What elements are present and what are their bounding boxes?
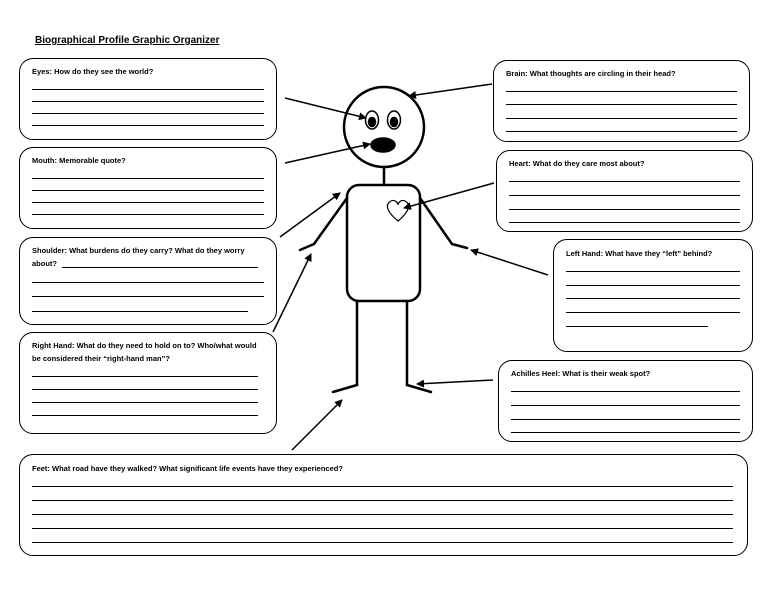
right-foot (407, 385, 431, 392)
feet-prompt: Feet: What road have they walked? What significant life events have they experienced? (32, 464, 343, 473)
mouth (371, 138, 395, 152)
feet-arrow (292, 400, 342, 450)
shoulder-arrow (280, 193, 340, 237)
face (366, 111, 401, 152)
arrows (273, 84, 548, 450)
eyes-prompt: Eyes: How do they see the world? (32, 67, 154, 76)
shoulder-prompt: Shoulder: What burdens do they carry? What do they worry about? (32, 246, 245, 268)
torso (347, 185, 420, 301)
head (344, 87, 424, 167)
brain-prompt: Brain: What thoughts are circling in their head? (506, 69, 676, 78)
stick-figure (300, 87, 467, 392)
left-hand-arrow (471, 250, 548, 275)
brain-arrow (409, 84, 492, 96)
mouth-prompt: Mouth: Memorable quote? (32, 156, 126, 165)
heart-icon (387, 200, 408, 221)
left-foot (333, 385, 357, 392)
left-hand-prompt: Left Hand: What have they “left” behind? (566, 249, 713, 258)
right-hand-arrow (273, 254, 311, 332)
left-arm (420, 198, 467, 248)
achilles-heel-prompt: Achilles Heel: What is their weak spot? (511, 369, 651, 378)
page-title: Biographical Profile Graphic Organizer (35, 35, 220, 46)
heart-arrow (404, 183, 494, 208)
heart-prompt: Heart: What do they care most about? (509, 159, 645, 168)
right-hand-prompt: Right Hand: What do they need to hold on to? Who/what would be considered their “right-hand man”? (32, 341, 257, 363)
mouth-arrow (285, 144, 370, 163)
achilles-arrow (417, 380, 493, 384)
